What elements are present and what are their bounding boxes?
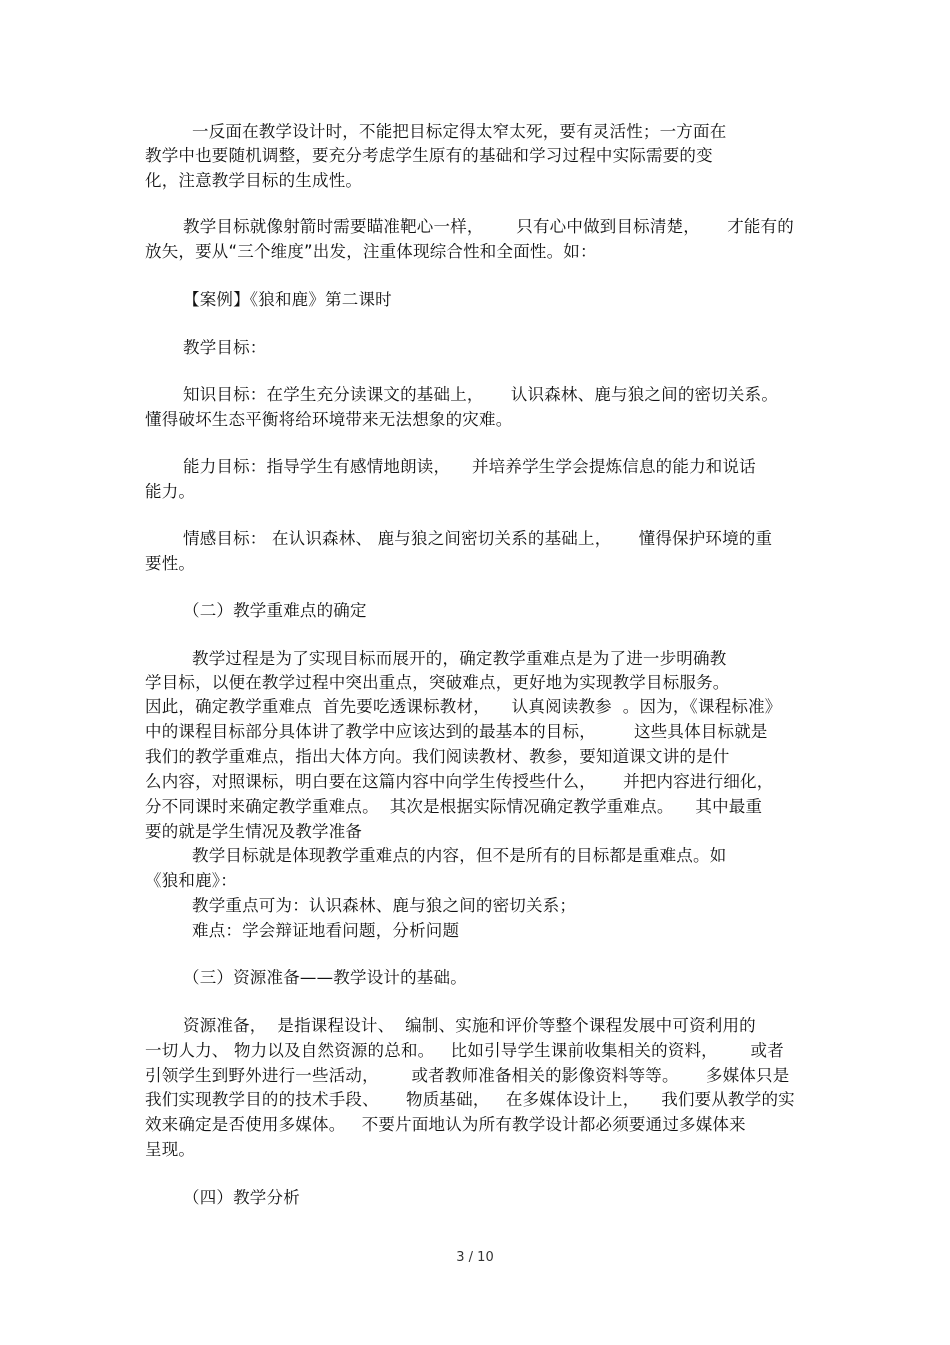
text-line: 学目标，以便在教学过程中突出重点，突破难点，更好地为实现教学目标服务。 xyxy=(145,673,730,692)
text-line: 么内容，对照课标，明白要在这篇内容中向学生传授些什么， 并把内容进行细化， xyxy=(145,772,774,791)
text-line: 我们实现教学目的的技术手段、 物质基础， 在多媒体设计上， 我们要从教学的实 xyxy=(145,1090,795,1109)
text-line: 分不同课时来确定教学重难点。 其次是根据实际情况确定教学重难点。 其中最重 xyxy=(145,797,763,816)
text-line: 教学目标就是体现教学重难点的内容，但不是所有的目标都是重难点。如 xyxy=(192,846,727,865)
text-line: 呈现。 xyxy=(145,1140,196,1159)
page-number: 3 / 10 xyxy=(456,1250,494,1265)
text-line: 《狼和鹿》： xyxy=(145,871,237,890)
text-line: 要的就是学生情况及教学准备 xyxy=(145,822,363,841)
case-heading: 【案例】《狼和鹿》第二课时 xyxy=(183,290,392,309)
text-line: 教学目标： xyxy=(183,338,267,357)
text-line: 因此，确定教学重难点 首先要吃透课标教材， 认真阅读教参 。因为，《课程标准》 xyxy=(145,697,782,716)
text-line: 一切人力、 物力以及自然资源的总和。 比如引导学生课前收集相关的资料， 或者 xyxy=(145,1041,784,1060)
text-line: 能力目标：指导学生有感情地朗读， 并培养学生学会提炼信息的能力和说话 xyxy=(183,457,756,476)
text-line: 引领学生到野外进行一些活动， 或者教师准备相关的影像资料等等。 多媒体只是 xyxy=(145,1066,790,1085)
text-line: 化，注意教学目标的生成性。 xyxy=(145,171,363,190)
text-line: 要性。 xyxy=(145,554,196,573)
text-line: 中的课程目标部分具体讲了教学中应该达到的最基本的目标， 这些具体目标就是 xyxy=(145,722,768,741)
section-heading: （四）教学分析 xyxy=(183,1188,300,1207)
text-line: 效来确定是否使用多媒体。 不要片面地认为所有教学设计都必须要通过多媒体来 xyxy=(145,1115,746,1134)
text-line: 教学过程是为了实现目标而展开的，确定教学重难点是为了进一步明确教 xyxy=(192,649,727,668)
text-line: 教学重点可为：认识森林、鹿与狼之间的密切关系； xyxy=(192,896,577,915)
text-line: 能力。 xyxy=(145,482,196,501)
text-line: 教学中也要随机调整，要充分考虑学生原有的基础和学习过程中实际需要的变 xyxy=(145,146,713,165)
text-line: 我们的教学重难点，指出大体方向。我们阅读教材、教参，要知道课文讲的是什 xyxy=(145,747,730,766)
section-heading: （二）教学重难点的确定 xyxy=(183,601,367,620)
text-line: 懂得破坏生态平衡将给环境带来无法想象的灾难。 xyxy=(145,410,513,429)
text-line: 知识目标：在学生充分读课文的基础上， 认识森林、鹿与狼之间的密切关系。 xyxy=(183,385,779,404)
text-line: 教学目标就像射箭时需要瞄准靶心一样， 只有心中做到目标清楚， 才能有的 xyxy=(183,217,794,236)
text-line: 难点：学会辩证地看问题，分析问题 xyxy=(192,921,460,940)
text-line: 放矢，要从“三个维度”出发，注重体现综合性和全面性。如： xyxy=(145,242,597,261)
section-heading: （三）资源准备——教学设计的基础。 xyxy=(183,968,467,987)
text-line: 一反面在教学设计时，不能把目标定得太窄太死，要有灵活性；一方面在 xyxy=(192,122,727,141)
text-line: 资源准备， 是指课程设计、 编制、实施和评价等整个课程发展中可资利用的 xyxy=(183,1016,756,1035)
text-line: 情感目标： 在认识森林、 鹿与狼之间密切关系的基础上， 懂得保护环境的重 xyxy=(183,529,773,548)
